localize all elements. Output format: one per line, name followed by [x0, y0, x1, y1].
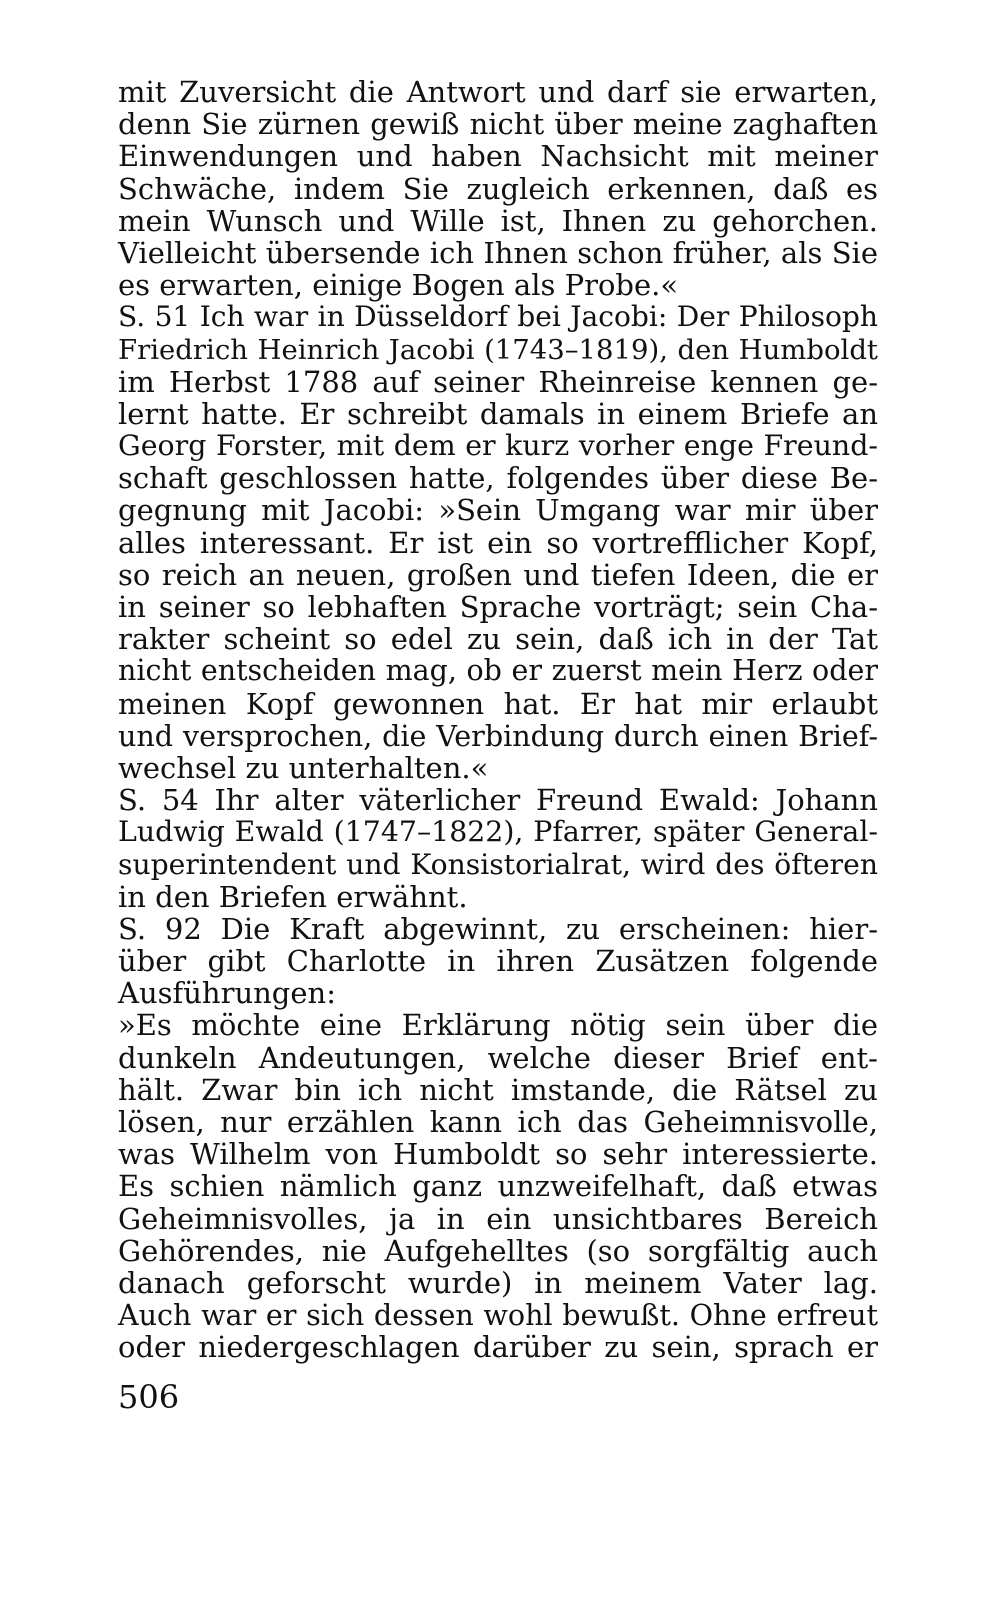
text-line: rakter scheint so edel zu sein, daß ich in der Tat — [118, 622, 878, 657]
text-line: »Es möchte eine Erklärung nötig sein über die — [118, 1008, 878, 1043]
text-line: in den Briefen erwähnt. — [118, 879, 468, 914]
text-line: Vielleicht übersende ich Ihnen schon früher, als Sie — [118, 235, 878, 270]
text-line: lösen, nur erzählen kann ich das Geheimnisvolle, — [118, 1105, 878, 1139]
text-line: was Wilhelm von Humboldt so sehr interessierte. — [118, 1137, 878, 1172]
text-line: oder niedergeschlagen darüber zu sein, sprach er — [118, 1330, 878, 1365]
text-line: schaft geschlossen hatte, folgendes über diese Be- — [118, 461, 878, 496]
page-number: 506 — [118, 1378, 180, 1416]
text-line: Es schien nämlich ganz unzweifelhaft, daß etwas — [118, 1169, 878, 1204]
text-line: im Herbst 1788 auf seiner Rheinreise kennen ge- — [118, 364, 878, 399]
text-line: S. 92 Die Kraft abgewinnt, zu erscheinen: hier- — [118, 911, 878, 946]
text-line: nicht entscheiden mag, ob er zuerst mein Herz oder — [118, 654, 878, 688]
page-body-text — [118, 76, 878, 1364]
text-line: es erwarten, einige Bogen als Probe.« — [118, 268, 679, 303]
text-line: gegnung mit Jacobi: »Sein Umgang war mir über — [118, 493, 878, 528]
text-line: denn Sie zürnen gewiß nicht über meine zaghaften — [118, 107, 878, 142]
text-line: superintendent und Konsistorialrat, wird des öfteren — [118, 847, 878, 881]
text-line: mein Wunsch und Wille ist, Ihnen zu gehorchen. — [118, 203, 878, 238]
text-line: Ludwig Ewald (1747–1822), Pfarrer, später General- — [118, 815, 878, 849]
text-line: dunkeln Andeutungen, welche dieser Brief ent- — [118, 1040, 878, 1075]
text-line: wechsel zu unterhalten.« — [118, 750, 489, 785]
text-line: lernt hatte. Er schreibt damals in einem Briefe an — [118, 396, 878, 431]
text-line: Georg Forster, mit dem er kurz vorher enge Freund- — [118, 429, 878, 463]
text-line: über gibt Charlotte in ihren Zusätzen folgende — [118, 944, 878, 979]
text-line: hält. Zwar bin ich nicht imstande, die Rätsel zu — [118, 1072, 878, 1107]
text-line: Geheimnisvolles, ja in ein unsichtbares Bereich — [118, 1201, 878, 1236]
text-line: Auch war er sich dessen wohl bewußt. Ohne erfreut — [118, 1298, 878, 1333]
text-line: S. 51 Ich war in Düsseldorf bei Jacobi: Der Philosoph — [118, 300, 878, 334]
text-line: in seiner so lebhaften Sprache vorträgt; sein Cha- — [118, 590, 878, 624]
text-line: danach geforscht wurde) in meinem Vater lag. — [118, 1265, 878, 1300]
text-line: S. 54 Ihr alter väterlicher Freund Ewald: Johann — [118, 783, 878, 818]
text-line: mit Zuversicht die Antwort und darf sie erwarten, — [118, 75, 878, 109]
text-line: meinen Kopf gewonnen hat. Er hat mir erlaubt — [118, 686, 878, 721]
text-line: alles interessant. Er ist ein so vortrefflicher Kopf, — [118, 525, 878, 560]
text-line: Schwäche, indem Sie zugleich erkennen, daß es — [118, 171, 878, 206]
text-line: und versprochen, die Verbindung durch einen Brief- — [118, 718, 878, 753]
text-line: Einwendungen und haben Nachsicht mit meiner — [118, 139, 878, 174]
text-line: Ausführungen: — [118, 976, 336, 1011]
text-line: Gehörendes, nie Aufgehelltes (so sorgfältig auch — [118, 1233, 878, 1268]
text-line: so reich an neuen, großen und tiefen Ideen, die er — [118, 557, 878, 592]
text-line: Friedrich Heinrich Jacobi (1743–1819), den Humboldt — [118, 333, 878, 366]
